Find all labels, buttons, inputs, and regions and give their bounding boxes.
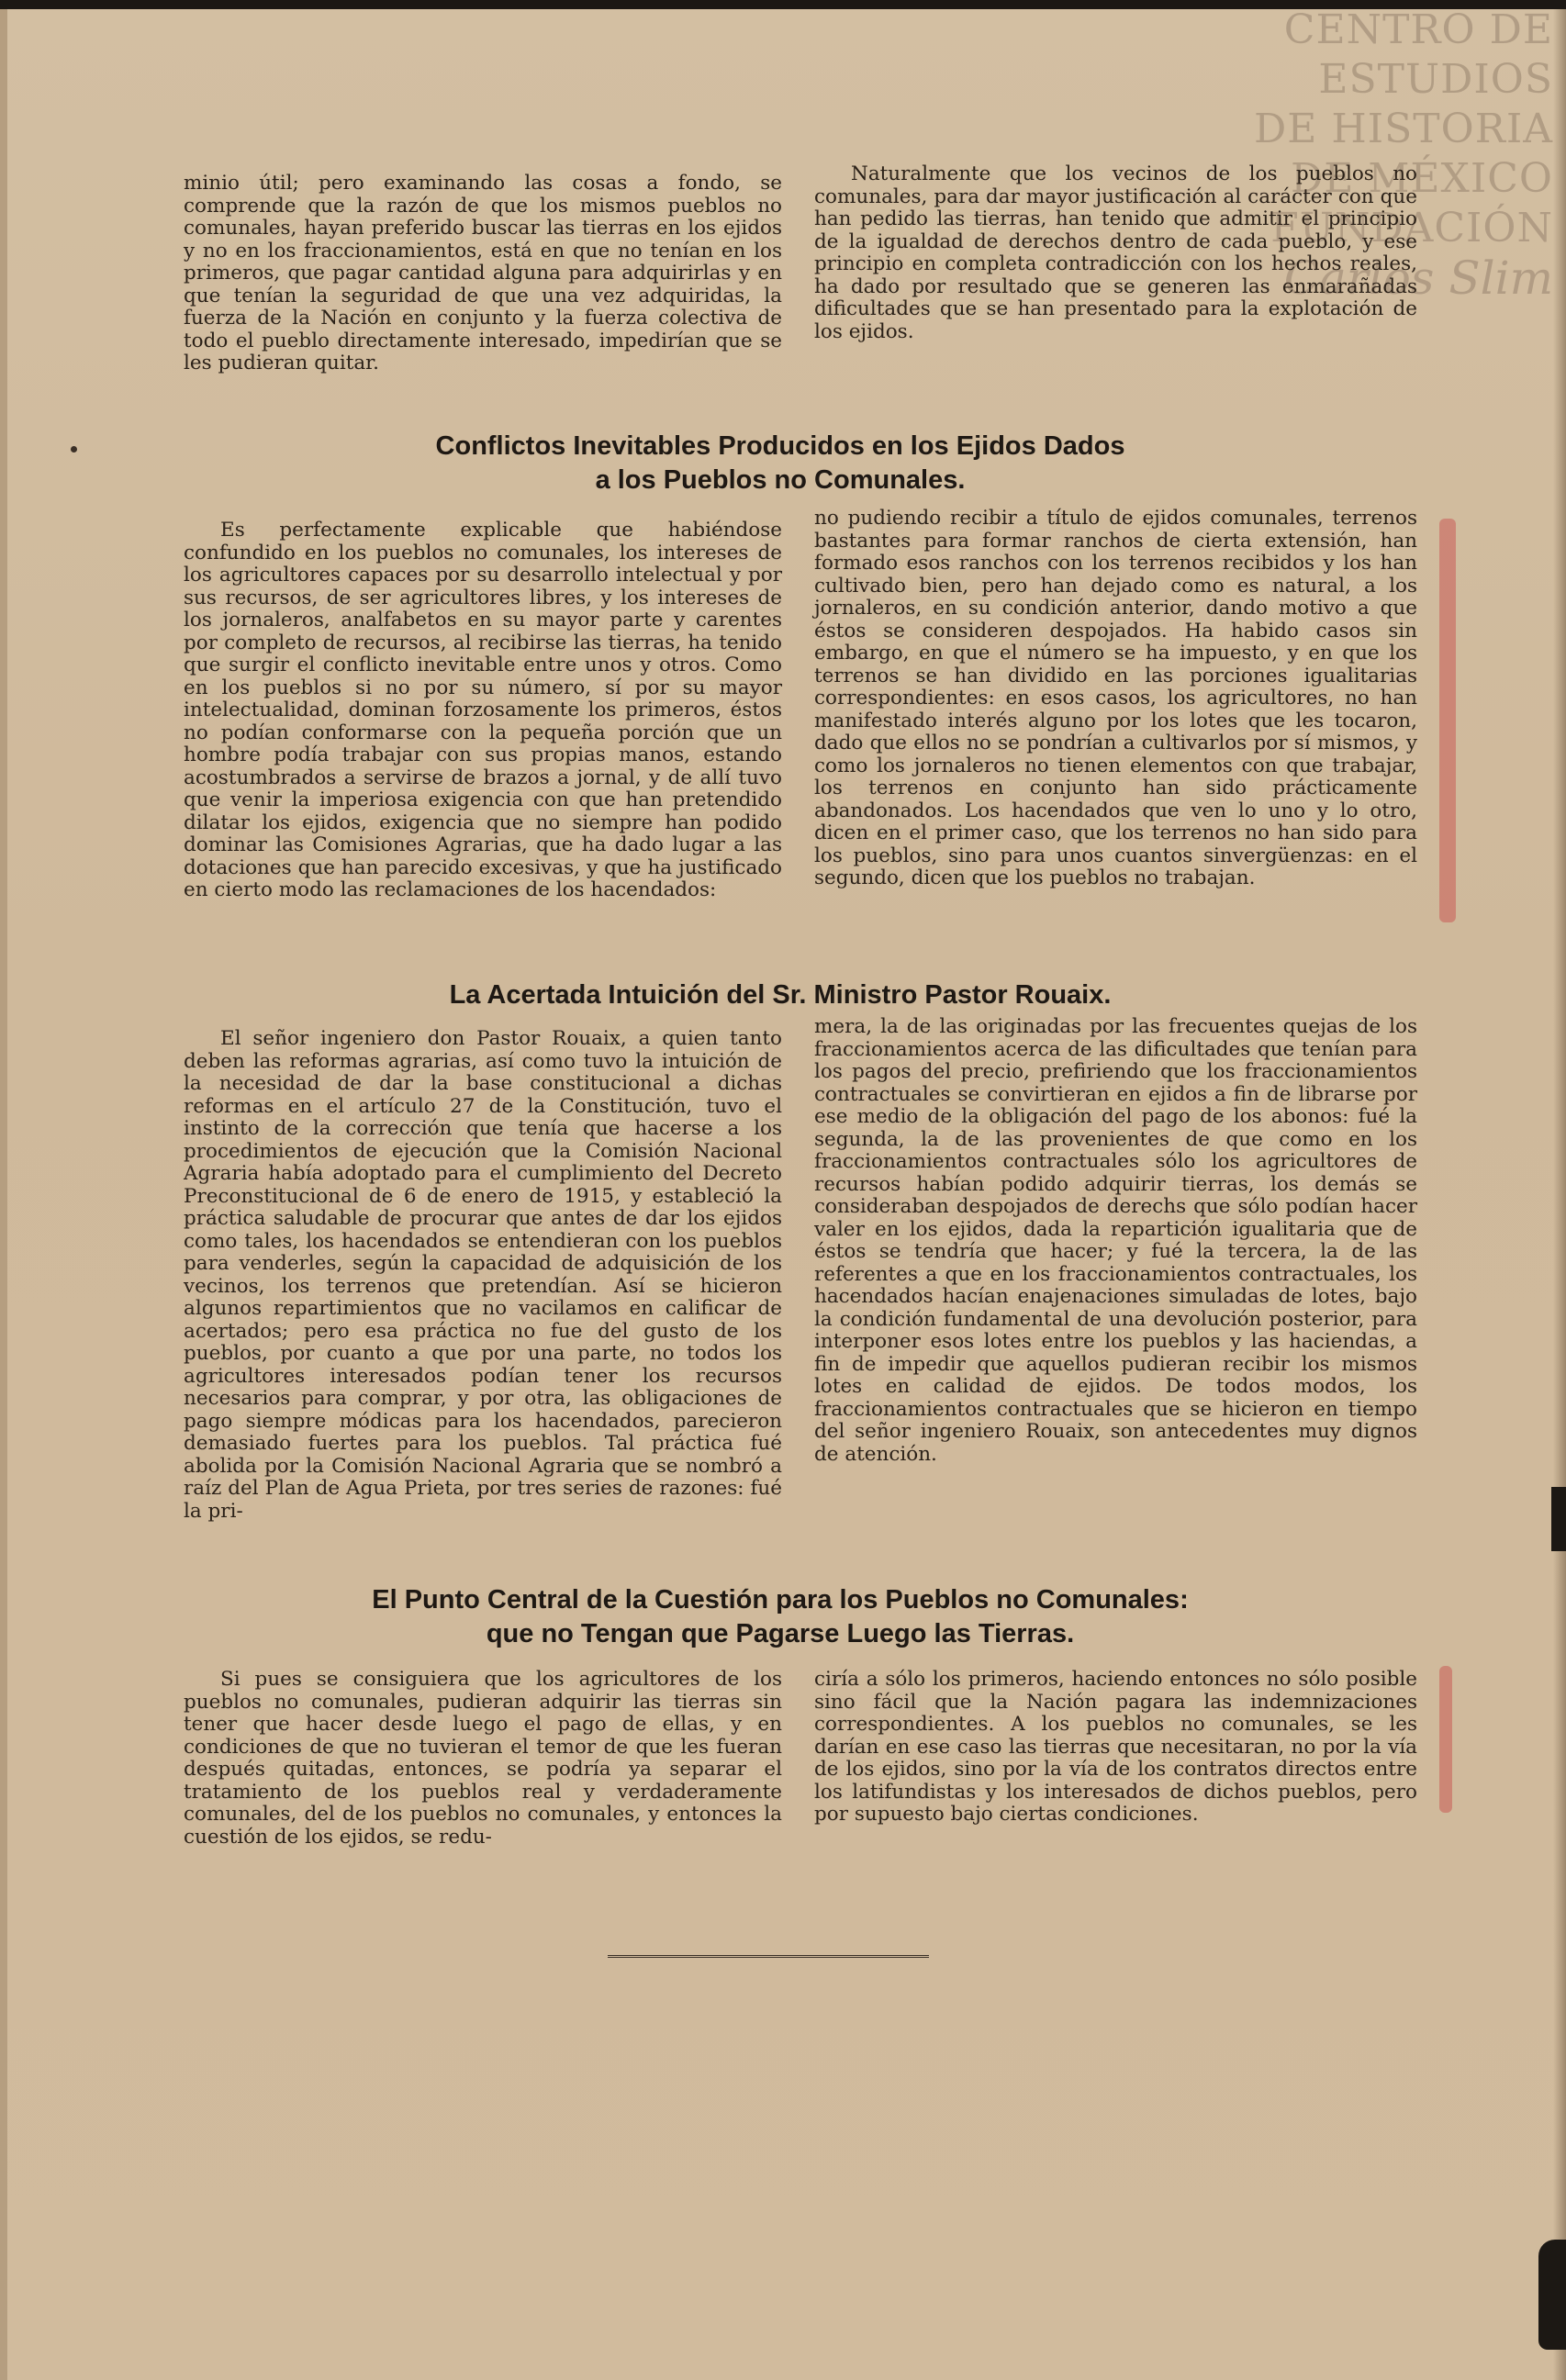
body-paragraph: Naturalmente que los vecinos de los pueblos no comunales, para dar mayor justificación al carácter con que han pedido las tierras, han tenido que admitir el principio de la igualdad de derechos dentro de cada pueblo, y ese principio en completa contradicción con los hechos reales, ha dado por resultado que se generen las enmarañadas dificultades que se han presentado para la explotación de los ejidos. bbox=[814, 162, 1417, 343]
watermark-line: FUNDACIÓN bbox=[1270, 205, 1553, 251]
section-heading bbox=[184, 430, 1377, 497]
section-heading bbox=[184, 1583, 1377, 1651]
section3-left-column bbox=[184, 1669, 782, 1849]
page-speck bbox=[71, 446, 77, 453]
watermark-line: ESTUDIOS bbox=[1318, 56, 1553, 103]
page-tear-mark bbox=[1551, 1487, 1566, 1551]
body-paragraph: minio útil; pero examinando las cosas a fondo, se comprende que la razón de que los mismos pueblos no comunales, hayan preferido buscar las tierras en los ejidos y no en los fraccionamientos, está en que no tenían en los primeros, que pagar cantidad alguna para adquirirlas y en que tenían la seguridad de que una vez adquiridas, la fuerza de la Nación en conjunto y la fuerza colectiva de todo el pueblo directamente interesado, impedirían que se les pudieran quitar. bbox=[184, 172, 782, 374]
section2-right-column bbox=[814, 1016, 1417, 1466]
section3-right-column bbox=[814, 1669, 1417, 1827]
red-pencil-mark bbox=[1439, 1666, 1452, 1813]
body-paragraph: no pudiendo recibir a título de ejidos comunales, terrenos bastantes para formar ranchos de cierta extensión, han formado esos ranchos con los terrenos recibidos y los han cultivado bien, pero han dejado como es natural, a los jornaleros, en su condición anterior, dando motivo a que éstos se consideren despojados. Ha habido casos sin embargo, en que el número se ha impuesto, y en que los terrenos se han dividido en las porciones igualitarias correspondientes: en esos casos, los agricultores, no han manifestado interés alguno por los lotes que les tocaron, dado que ellos no se pondrían a cultivarlos por sí mismos, y como los jornaleros no tienen elementos con que trabajar, los terrenos en conjunto han sido prácticamente abandonados. Los hacendados que ven lo uno y lo otro, dicen en el primer caso, que los terrenos no han sido para los pueblos, sino para unos cuantos sinvergüenzas: en el segundo, dicen que los pueblos no trabajan. bbox=[814, 507, 1417, 889]
heading-line: La Acertada Intuición del Sr. Ministro Pastor Rouaix. bbox=[449, 980, 1112, 1010]
heading-line: Conflictos Inevitables Producidos en los Ejidos Dados bbox=[435, 431, 1125, 461]
watermark-signature: Carlos Slim bbox=[1283, 251, 1553, 305]
heading-line: que no Tengan que Pagarse Luego las Tierras. bbox=[486, 1619, 1075, 1648]
watermark-line: DE MÉXICO bbox=[1291, 155, 1553, 202]
watermark-line: DE HISTORIA bbox=[1254, 106, 1553, 152]
section1-left-column bbox=[184, 520, 782, 902]
section1-right-column bbox=[814, 508, 1417, 890]
red-pencil-mark bbox=[1439, 519, 1456, 922]
intro-left-column bbox=[184, 173, 782, 375]
heading-line: El Punto Central de la Cuestión para los Pueblos no Comunales: bbox=[372, 1585, 1189, 1615]
watermark-line: CENTRO DE bbox=[1283, 6, 1553, 53]
section-end-rule bbox=[608, 1955, 929, 1958]
body-paragraph: mera, la de las originadas por las frecuentes quejas de los fraccionamientos acerca de las dificultades que tenían para los pagos del precio, prefiriendo que los fraccionamientos contractuales se convirtieran en ejidos a fin de librarse por ese medio de la obligación del pago de los abonos: fué la segunda, la de las provenientes de que como en los fraccionamientos contractuales sólo los agricultores de recursos habían podido adquirir tierras, los demás se consideraban despojados de derechs que sólo podían hacer valer en los ejidos, dada la repartición igualitaria que de éstos se tendría que hacer; y fué la tercera, la de las referentes a que en los fraccionamientos contractuales, los hacendados hacían enajenaciones simuladas de lotes, bajo la condición fundamental de una devolución posterior, para interponer esos lotes entre los pueblos y las haciendas, a fin de impedir que aquellos pudieran recibir los mismos lotes en calidad de ejidos. De todos modos, los fraccionamientos contractuales que se hicieron en tiempo del señor ingeniero Rouaix, son antecedentes muy dignos de atención. bbox=[814, 1015, 1417, 1466]
intro-right-column bbox=[814, 163, 1417, 343]
body-paragraph: ciría a sólo los primeros, haciendo entonces no sólo posible sino fácil que la Nación pagara las indemnizaciones correspondientes. A los pueblos no comunales, se les darían en ese caso las tierras que necesitaran, no por la vía de los ejidos, sino por la vía de los contratos directos entre los latifundistas y los interesados de dichos pueblos, pero por supuesto bajo ciertas condiciones. bbox=[814, 1668, 1417, 1826]
section-heading bbox=[184, 978, 1377, 1012]
scan-right-shadow bbox=[1553, 9, 1566, 2380]
scan-left-edge bbox=[0, 9, 7, 2380]
body-paragraph: Es perfectamente explicable que habiéndose confundido en los pueblos no comunales, los intereses de los agricultores capaces por su desarrollo intelectual y por sus recursos, de ser agricultores libres, y los intereses de los jornaleros, analfabetos en su mayor parte y carentes por completo de recursos, al recibirse las tierras, ha tenido que surgir el conflicto inevitable entre unos y otros. Como en los pueblos si no por su número, sí por su mayor intelectualidad, dominan forzosamente los primeros, éstos no podían conformarse con la pequeña porción que un hombre podía trabajar con sus propias manos, estando acostumbrados a servirse de brazos a jornal, y de allí tuvo que venir la imperiosa exigencia con que han pretendido dilatar los ejidos, exigencia que no siempre han podido dominar las Comisiones Agrarias, que ha dado lugar a las dotaciones que han parecido excesivas, y que ha justificado en cierto modo las reclamaciones de los hacendados: bbox=[184, 519, 782, 901]
page-tear-mark bbox=[1538, 2240, 1566, 2350]
body-paragraph: El señor ingeniero don Pastor Rouaix, a quien tanto deben las reformas agrarias, así como tuvo la intuición de la necesidad de dar la base constitucional a dichas reformas en el artículo 27 de la Constitución, tuvo el instinto de la corrección que tenía que hacerse a los procedimientos de ejecución que la Comisión Nacional Agraria había adoptado para el cumplimiento del Decreto Preconstitucional de 6 de enero de 1915, y estableció la práctica saludable de procurar que antes de dar los ejidos como tales, los hacendados se entendieran con los pueblos para venderles, según la capacidad de adquisición de los vecinos, los terrenos que pretendían. Así se hicieron algunos repartimientos que no vacilamos en calificar de acertados; pero esa práctica no fue del gusto de los pueblos, por cuanto a que por una parte, no todos los agricultores interesados podían tener los recursos necesarios para comprar, y por otra, las obligaciones de pago siempre módicas para los hacendados, parecieron demasiado fuertes para los pueblos. Tal práctica fué abolida por la Comisión Nacional Agraria que se nombró a raíz del Plan de Agua Prieta, por tres series de razones: fué la pri- bbox=[184, 1027, 782, 1523]
body-paragraph: Si pues se consiguiera que los agricultores de los pueblos no comunales, pudieran adquirir las tierras sin tener que hacer desde luego el pago de ellas, y en condiciones de que no tuvieran el temor de que les fueran después quitadas, entonces, se podría ya separar el tratamiento de los pueblos real y verdaderamente comunales, del de los pueblos no comunales, y entonces la cuestión de los ejidos, se redu- bbox=[184, 1668, 782, 1849]
heading-line: a los Pueblos no Comunales. bbox=[595, 465, 966, 495]
section2-left-column bbox=[184, 1028, 782, 1523]
